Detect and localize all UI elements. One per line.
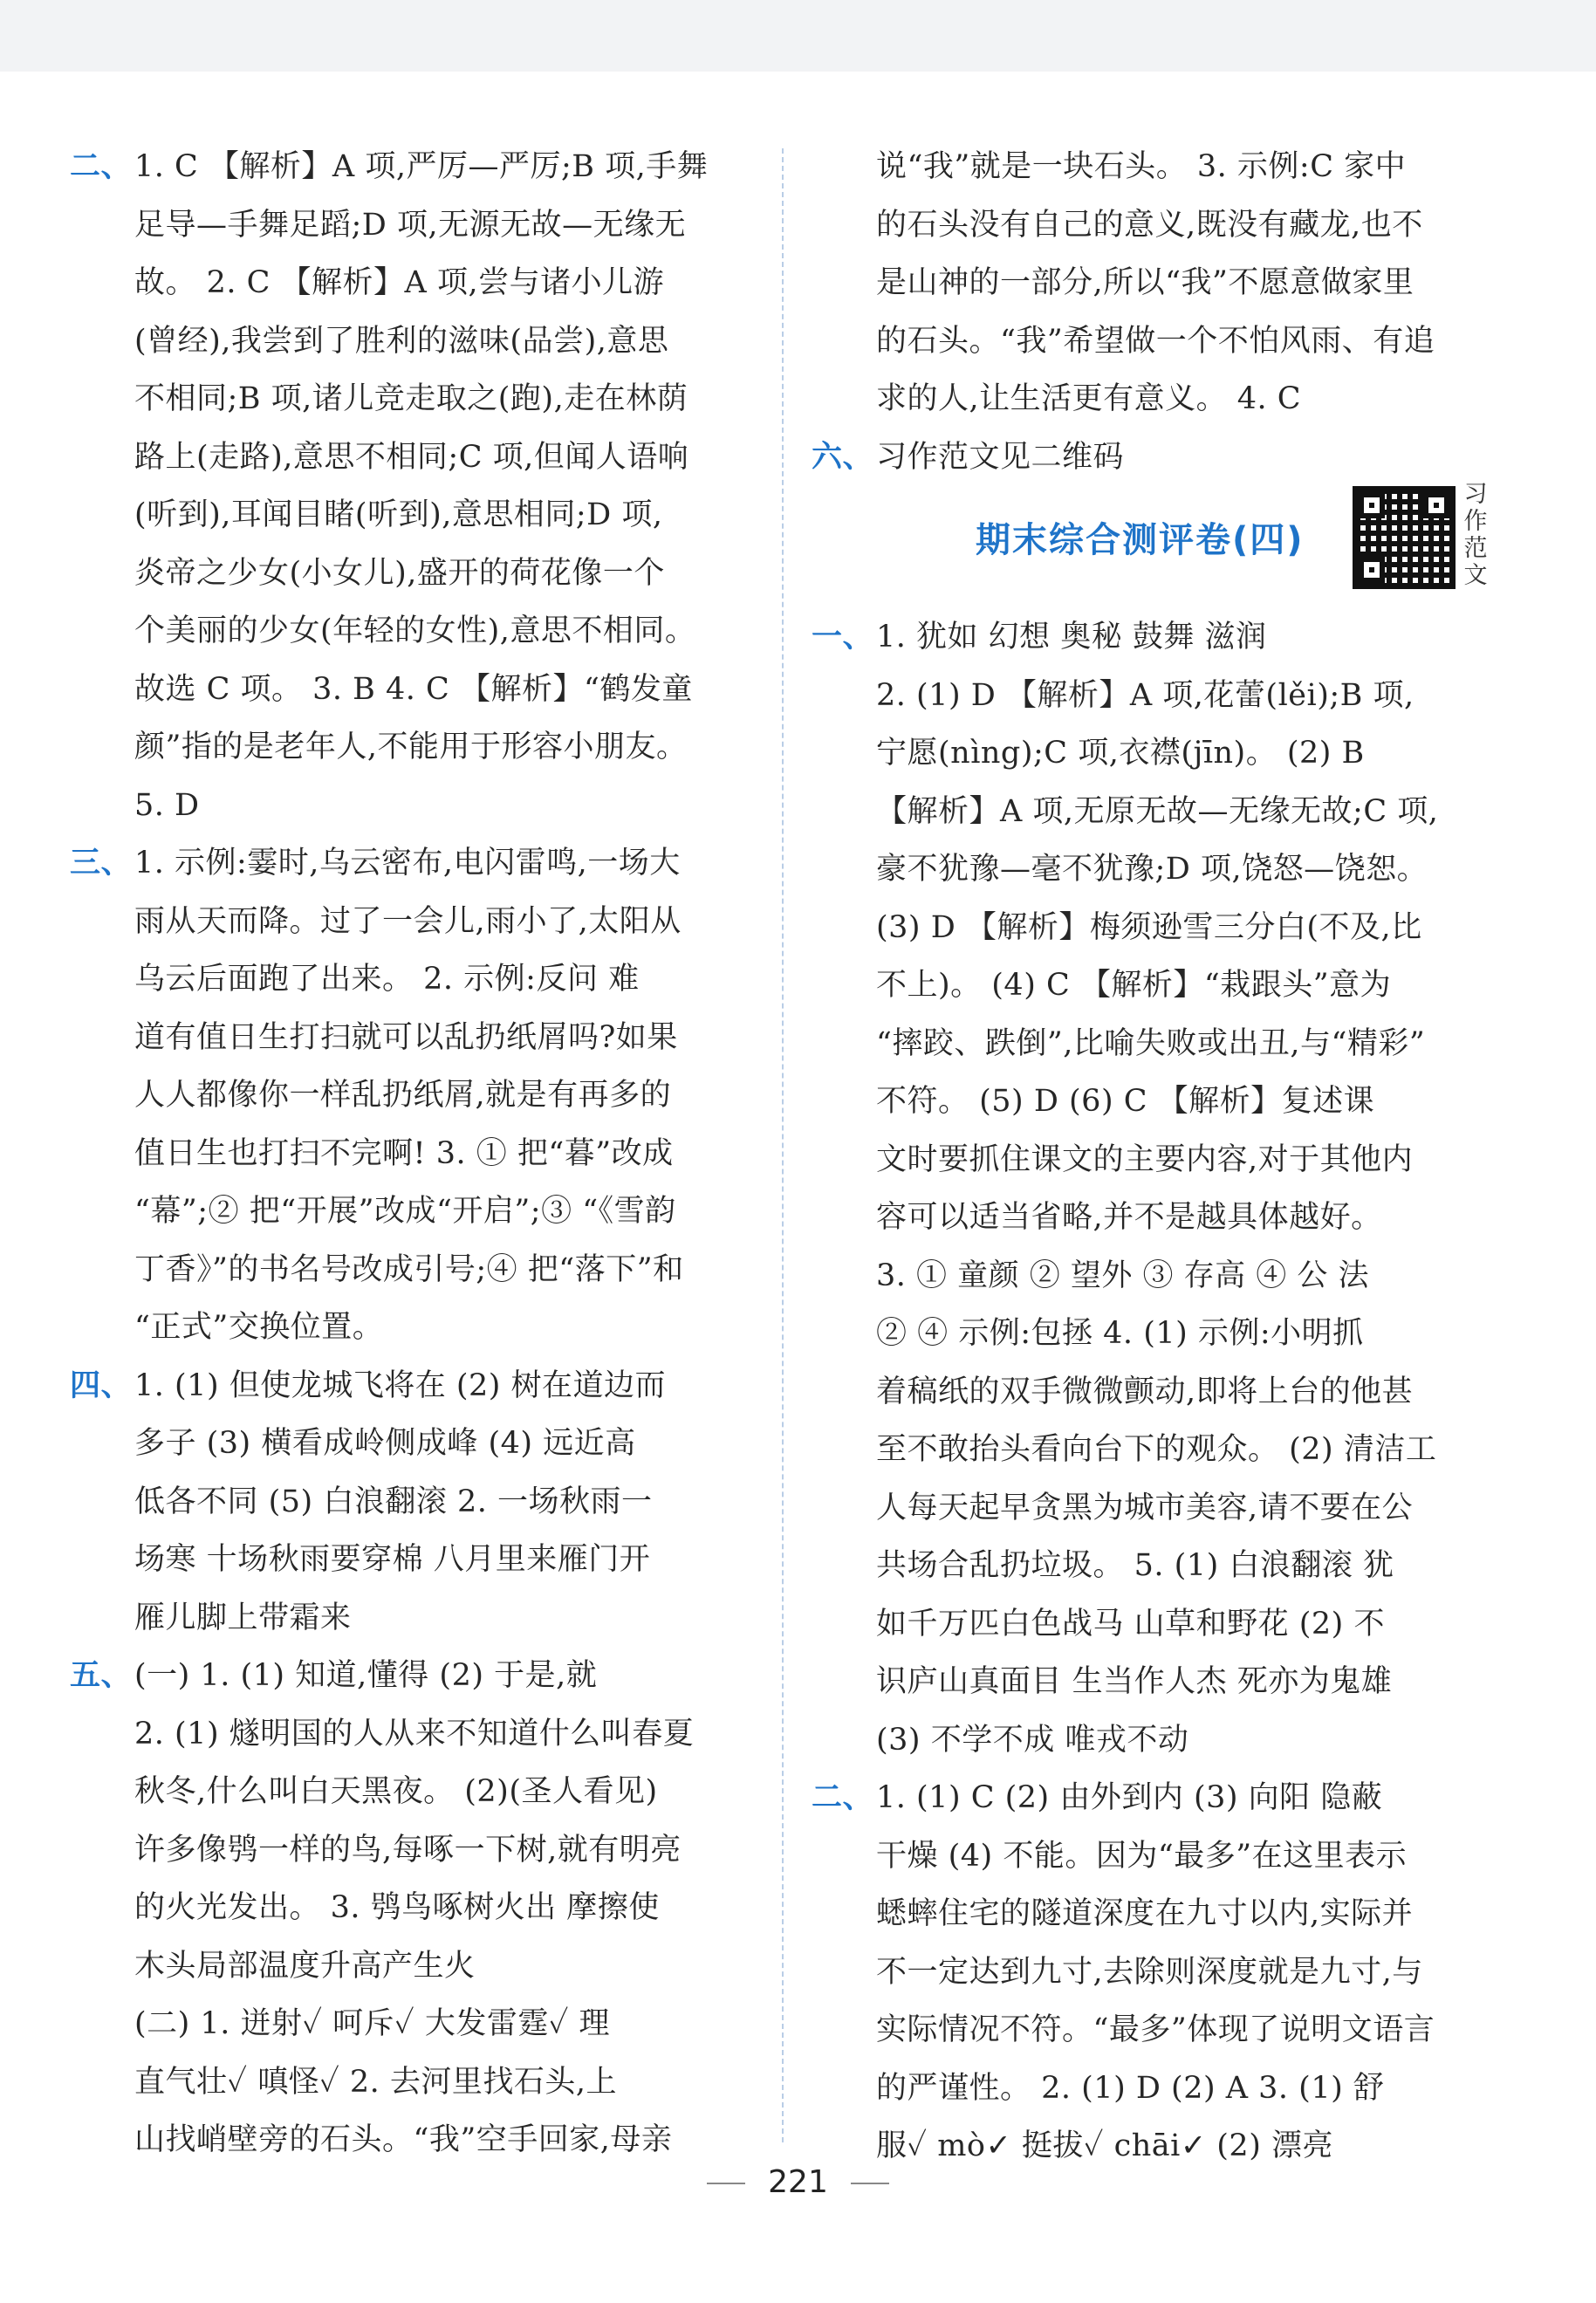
answer-text: 的严谨性。 2. (1) D (2) A 3. (1) 舒	[876, 2070, 1385, 2106]
answer-text: 雨从天而降。过了一会儿,雨小了,太阳从	[134, 903, 682, 939]
answer-text: (二) 1. 迸射✓ 呵斥✓ 大发雷霆✓ 理	[134, 2006, 611, 2041]
answer-line	[812, 428, 1492, 487]
answer-line	[70, 1066, 750, 1125]
answer-line	[812, 254, 1492, 312]
answer-line	[812, 840, 1492, 899]
section-marker: 三、	[70, 845, 133, 881]
answer-text: 的火光发出。 3. 鸮鸟啄树火出 摩擦使	[134, 1890, 660, 1925]
answer-line	[70, 2053, 750, 2112]
answer-line	[70, 1125, 750, 1183]
column-divider	[782, 148, 784, 2142]
answer-text: 乌云后面跑了出来。 2. 示例:反问 难	[134, 962, 640, 997]
answer-text: 说“我”就是一块石头。 3. 示例:C 家中	[876, 149, 1407, 184]
answer-line	[70, 428, 750, 487]
answer-line	[70, 312, 750, 371]
answer-text: “摔跤、跌倒”,比喻失败或出丑,与“精彩”	[876, 1025, 1426, 1061]
answer-line	[70, 138, 750, 196]
answer-text: 不一定达到九寸,去除则深度就是九寸,与	[876, 1954, 1423, 1990]
answer-text: “正式”交换位置。	[134, 1310, 384, 1345]
answer-line	[812, 1537, 1492, 1595]
answer-text: 求的人,让生活更有意义。 4. C	[876, 381, 1302, 416]
top-band	[0, 0, 1596, 72]
answer-line	[70, 1473, 750, 1532]
answer-text: 是山神的一部分,所以“我”不愿意做家里	[876, 265, 1414, 300]
answer-line	[812, 138, 1492, 196]
answer-line	[70, 1821, 750, 1880]
answer-text: 人人都像你一样乱扔纸屑,就是有再多的	[134, 1078, 672, 1113]
answer-text: 宁愿(nìng);C 项,衣襟(jīn)。 (2) B	[876, 736, 1365, 771]
right-column	[812, 138, 1492, 2176]
answer-line	[70, 2111, 750, 2169]
page-number: 221	[768, 2164, 828, 2200]
answer-text: 干燥 (4) 不能。因为“最多”在这里表示	[876, 1838, 1408, 1874]
section-marker: 二、	[812, 1779, 874, 1815]
answer-text: 秋冬,什么叫白天黑夜。 (2)(圣人看见)	[134, 1774, 658, 1809]
answer-line	[70, 718, 750, 777]
answer-text: 木头局部温度升高产生火	[134, 1948, 476, 1984]
qr-code-icon[interactable]	[1353, 486, 1456, 589]
answer-line	[70, 602, 750, 661]
answer-line	[812, 1595, 1492, 1654]
answer-text: 2. (1) 燧明国的人从来不知道什么叫春夏	[134, 1716, 695, 1751]
answer-text: 3. ① 童颜 ② 望外 ③ 存高 ④ 公 法	[876, 1258, 1370, 1293]
answer-line	[70, 1241, 750, 1299]
answer-text: 实际情况不符。“最多”体现了说明文语言	[876, 2012, 1435, 2047]
page-number-row	[0, 2164, 1596, 2200]
answer-line	[812, 1015, 1492, 1073]
answer-line	[812, 2001, 1492, 2060]
answer-line	[812, 1363, 1492, 1422]
answer-text: 道有值日生打扫就可以乱扔纸屑吗?如果	[134, 1019, 678, 1055]
answer-text: 【解析】A 项,无原无故—无缘无故;C 项,	[876, 793, 1439, 829]
answer-line	[70, 1299, 750, 1357]
answer-text: 的石头。“我”希望做一个不怕风雨、有追	[876, 323, 1435, 359]
qr-label: 习作范文	[1463, 481, 1488, 589]
answer-text: 蟋蟀住宅的隧道深度在九寸以内,实际并	[876, 1896, 1414, 1931]
answer-text: (3) 不学不成 唯戎不动	[876, 1722, 1189, 1758]
answer-text: 不符。 (5) D (6) C 【解析】复述课	[876, 1084, 1375, 1119]
answer-line	[70, 1937, 750, 1996]
right-column-bottom	[812, 608, 1492, 2176]
answer-line	[70, 834, 750, 893]
answer-text: (听到),耳闻目睹(听到),意思相同;D 项,	[134, 497, 663, 532]
answer-text: 着稿纸的双手微微颤动,即将上台的他甚	[876, 1374, 1414, 1409]
answer-text: 人每天起早贪黑为城市美容,请不要在公	[876, 1490, 1414, 1525]
answer-text: 低各不同 (5) 白浪翻滚 2. 一场秋雨一	[134, 1484, 653, 1519]
answer-text: 值日生也打扫不完啊! 3. ① 把“暮”改成	[134, 1135, 674, 1171]
answer-text: 如千万匹白色战马 山草和野花 (2) 不	[876, 1606, 1385, 1642]
answer-line	[812, 1943, 1492, 2002]
answer-line	[812, 899, 1492, 957]
answer-line	[70, 1415, 750, 1473]
answer-text: 5. D	[134, 787, 200, 823]
answer-line	[812, 1885, 1492, 1943]
answer-text: 容可以适当省略,并不是越具体越好。	[876, 1200, 1382, 1235]
left-column	[70, 138, 750, 2169]
answer-line	[70, 1357, 750, 1415]
answer-line	[812, 1189, 1492, 1247]
answer-line	[812, 724, 1492, 783]
answer-text: 服✓ mò✓ 挺拔✓ chāi✓ (2) 漂亮	[876, 2128, 1333, 2163]
answer-line	[70, 545, 750, 603]
answer-line	[70, 1182, 750, 1241]
answer-text: 许多像鸮一样的鸟,每啄一下树,就有明亮	[134, 1832, 682, 1868]
answer-text: ② ④ 示例:包拯 4. (1) 示例:小明抓	[876, 1316, 1364, 1351]
answer-line	[70, 1995, 750, 2053]
answer-line	[812, 370, 1492, 428]
answer-text: 不相同;B 项,诸儿竞走取之(跑),走在林荫	[134, 381, 688, 416]
answer-line	[70, 486, 750, 545]
right-column-top	[812, 138, 1492, 486]
test-title: 期末综合测评卷(四)	[976, 520, 1305, 560]
answer-line	[70, 950, 750, 1009]
answer-line	[812, 1769, 1492, 1827]
answer-text: 场寒 十场秋雨要穿棉 八月里来雁门开	[134, 1542, 651, 1577]
answer-line	[812, 1421, 1492, 1479]
section-marker: 二、	[70, 148, 133, 184]
answer-line	[70, 1763, 750, 1821]
answer-text: 雁儿脚上带霜来	[134, 1600, 352, 1635]
answer-text: 1. (1) C (2) 由外到内 (3) 向阳 隐蔽	[876, 1780, 1383, 1815]
page-number-dash-left	[707, 2183, 745, 2184]
answer-line	[812, 1711, 1492, 1770]
answer-line	[70, 1705, 750, 1764]
answer-text: 共场合乱扔垃圾。 5. (1) 白浪翻滚 犹	[876, 1548, 1394, 1583]
answer-text: 1. (1) 但使龙城飞将在 (2) 树在道边而	[134, 1367, 667, 1403]
answer-text: 2. (1) D 【解析】A 项,花蕾(lěi);B 项,	[876, 677, 1414, 713]
answer-text: 1. 示例:霎时,乌云密布,电闪雷鸣,一场大	[134, 846, 681, 881]
answer-text: 山找峭壁旁的石头。“我”空手回家,母亲	[134, 2122, 673, 2157]
answer-text: 1. C 【解析】A 项,严厉—严厉;B 项,手舞	[134, 149, 709, 184]
answer-line	[70, 1647, 750, 1705]
answer-text: 个美丽的少女(年轻的女性),意思不相同。	[134, 613, 696, 648]
answer-text: 丁香》”的书名号改成引号;④ 把“落下”和	[134, 1251, 684, 1287]
answer-line	[812, 1479, 1492, 1538]
page-number-dash-right	[851, 2183, 889, 2184]
answer-line	[812, 608, 1492, 667]
answer-line	[812, 1131, 1492, 1189]
answer-line	[70, 893, 750, 951]
section-marker: 六、	[812, 438, 874, 475]
answer-line	[812, 1073, 1492, 1131]
answer-text: 多子 (3) 横看成岭侧成峰 (4) 远近高	[134, 1426, 636, 1461]
answer-text: 足导—手舞足蹈;D 项,无源无故—无缘无	[134, 207, 687, 243]
answer-line	[812, 1305, 1492, 1363]
answer-text: 炎帝之少女(小女儿),盛开的荷花像一个	[134, 555, 665, 591]
answer-line	[812, 1653, 1492, 1711]
answer-text: (3) D 【解析】梅须逊雪三分白(不及,比	[876, 909, 1422, 945]
answer-line	[70, 370, 750, 428]
answer-text: 故选 C 项。 3. B 4. C 【解析】“鹤发童	[134, 671, 693, 707]
section-marker: 一、	[812, 619, 874, 655]
answer-text: 习作范文见二维码	[876, 439, 1125, 475]
answer-text: 不上)。 (4) C 【解析】“栽跟头”意为	[876, 968, 1392, 1003]
answer-line	[70, 1009, 750, 1067]
answer-line	[812, 667, 1492, 725]
answer-text: 颜”指的是老年人,不能用于形容小朋友。	[134, 730, 688, 764]
answer-line	[70, 254, 750, 312]
answer-line	[812, 1247, 1492, 1306]
answer-line	[812, 1827, 1492, 1886]
answer-text: (一) 1. (1) 知道,懂得 (2) 于是,就	[134, 1658, 598, 1693]
section-marker: 五、	[70, 1657, 133, 1693]
section-title-row	[812, 481, 1492, 608]
answer-text: 至不敢抬头看向台下的观众。 (2) 清洁工	[876, 1432, 1437, 1467]
section-marker: 四、	[70, 1367, 133, 1403]
answer-line	[812, 783, 1492, 841]
answer-line	[812, 956, 1492, 1015]
answer-line	[70, 777, 750, 835]
answer-text: “幕”;② 把“开展”改成“开启”;③ “《雪韵	[134, 1194, 676, 1229]
answer-line	[812, 2060, 1492, 2118]
answer-line	[70, 1531, 750, 1589]
answer-text: 路上(走路),意思不相同;C 项,但闻人语响	[134, 439, 689, 475]
answer-text: (曾经),我尝到了胜利的滋味(品尝),意思	[134, 323, 669, 359]
answer-line	[70, 196, 750, 255]
answer-line	[70, 1589, 750, 1648]
answer-text: 豪不犹豫—毫不犹豫;D 项,饶怒—饶恕。	[876, 852, 1428, 887]
answer-text: 识庐山真面目 生当作人杰 死亦为鬼雄	[876, 1664, 1393, 1699]
answer-text: 的石头没有自己的意义,既没有藏龙,也不	[876, 207, 1423, 243]
answer-line	[70, 1879, 750, 1937]
answer-text: 1. 犹如 幻想 奥秘 鼓舞 滋润	[876, 620, 1267, 655]
answer-line	[812, 196, 1492, 255]
answer-text: 文时要抓住课文的主要内容,对于其他内	[876, 1141, 1414, 1177]
answer-text: 故。 2. C 【解析】A 项,尝与诸小儿游	[134, 265, 665, 300]
answer-text: 直气壮✓ 嗔怪✓ 2. 去河里找石头,上	[134, 2064, 618, 2100]
answer-line	[812, 312, 1492, 371]
answer-line	[70, 661, 750, 719]
